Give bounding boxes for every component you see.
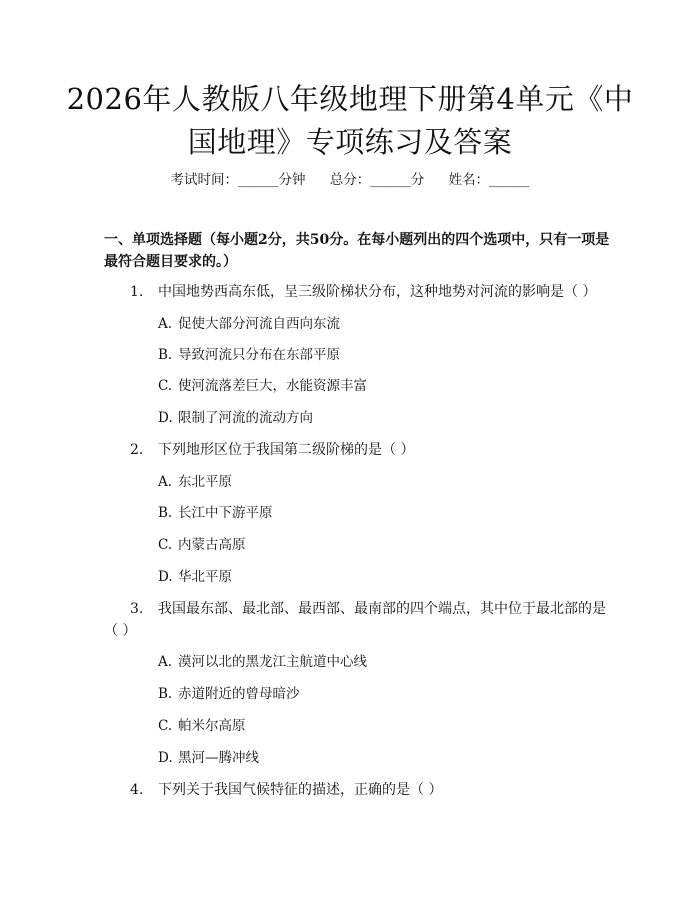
option-2c bbox=[158, 535, 246, 555]
option-1d bbox=[158, 408, 313, 428]
option-text: 黑河—腾冲线 bbox=[178, 750, 259, 766]
question-text: 中国地势西高东低，呈三级阶梯状分布，这种地势对河流的影响是（ ） bbox=[158, 284, 597, 300]
document-title: 2026年人教版八年级地理下册第4单元《中国地理》专项练习及答案 bbox=[66, 82, 634, 159]
section-heading: 一、单项选择题（每小题2分，共50分。在每小题列出的四个选项中，只有一项是最符合题目要求的。） bbox=[104, 232, 610, 270]
option-3d bbox=[158, 748, 259, 768]
option-1b bbox=[158, 345, 340, 365]
option-label: C. bbox=[158, 718, 173, 734]
question-3 bbox=[0, 598, 700, 642]
option-2a bbox=[158, 472, 232, 492]
option-text: 赤道附近的曾母暗沙 bbox=[178, 686, 300, 702]
option-text: 帕米尔高原 bbox=[178, 718, 246, 734]
option-label: D. bbox=[158, 569, 173, 585]
option-label: D. bbox=[158, 410, 173, 426]
option-label: D. bbox=[158, 750, 173, 766]
question-number: 3. bbox=[130, 601, 144, 617]
option-label: B. bbox=[158, 505, 173, 521]
total-score-field: 总分：______分 bbox=[329, 172, 425, 188]
question-text: 我国最东部、最北部、最西部、最南部的四个端点，其中位于最北部的是 bbox=[158, 601, 606, 617]
question-text: 下列关于我国气候特征的描述，正确的是（ ） bbox=[158, 782, 443, 798]
option-2b bbox=[158, 503, 273, 523]
option-text: 内蒙古高原 bbox=[178, 537, 246, 553]
option-3a bbox=[158, 652, 367, 672]
option-3c bbox=[158, 716, 246, 736]
option-text: 华北平原 bbox=[178, 569, 232, 585]
option-label: C. bbox=[158, 537, 173, 553]
question-4 bbox=[0, 779, 700, 801]
question-text: 下列地形区位于我国第二级阶梯的是（ ） bbox=[158, 442, 415, 458]
option-2d bbox=[158, 567, 232, 587]
question-number: 4. bbox=[130, 782, 144, 798]
option-3b bbox=[158, 684, 300, 704]
option-label: A. bbox=[158, 654, 173, 670]
option-label: A. bbox=[158, 474, 173, 490]
option-1a bbox=[158, 314, 340, 334]
option-1c bbox=[158, 376, 367, 396]
question-number: 2. bbox=[130, 442, 144, 458]
option-text: 长江中下游平原 bbox=[178, 505, 273, 521]
option-text: 使河流落差巨大，水能资源丰富 bbox=[178, 378, 367, 394]
option-text: 导致河流只分布在东部平原 bbox=[178, 347, 340, 363]
option-text: 东北平原 bbox=[178, 474, 232, 490]
option-text: 限制了河流的流动方向 bbox=[178, 410, 313, 426]
question-text-continued: （ ） bbox=[104, 623, 137, 639]
option-text: 促使大部分河流自西向东流 bbox=[178, 316, 340, 332]
option-label: C. bbox=[158, 378, 173, 394]
exam-meta bbox=[0, 168, 700, 188]
option-label: B. bbox=[158, 686, 173, 702]
option-label: B. bbox=[158, 347, 173, 363]
question-1 bbox=[0, 281, 700, 303]
question-number: 1. bbox=[130, 284, 144, 300]
option-label: A. bbox=[158, 316, 173, 332]
question-2 bbox=[0, 439, 700, 461]
exam-time-field: 考试时间：______分钟 bbox=[170, 172, 306, 188]
student-name-field: 姓名：______ bbox=[448, 172, 530, 188]
option-text: 漠河以北的黑龙江主航道中心线 bbox=[178, 654, 367, 670]
